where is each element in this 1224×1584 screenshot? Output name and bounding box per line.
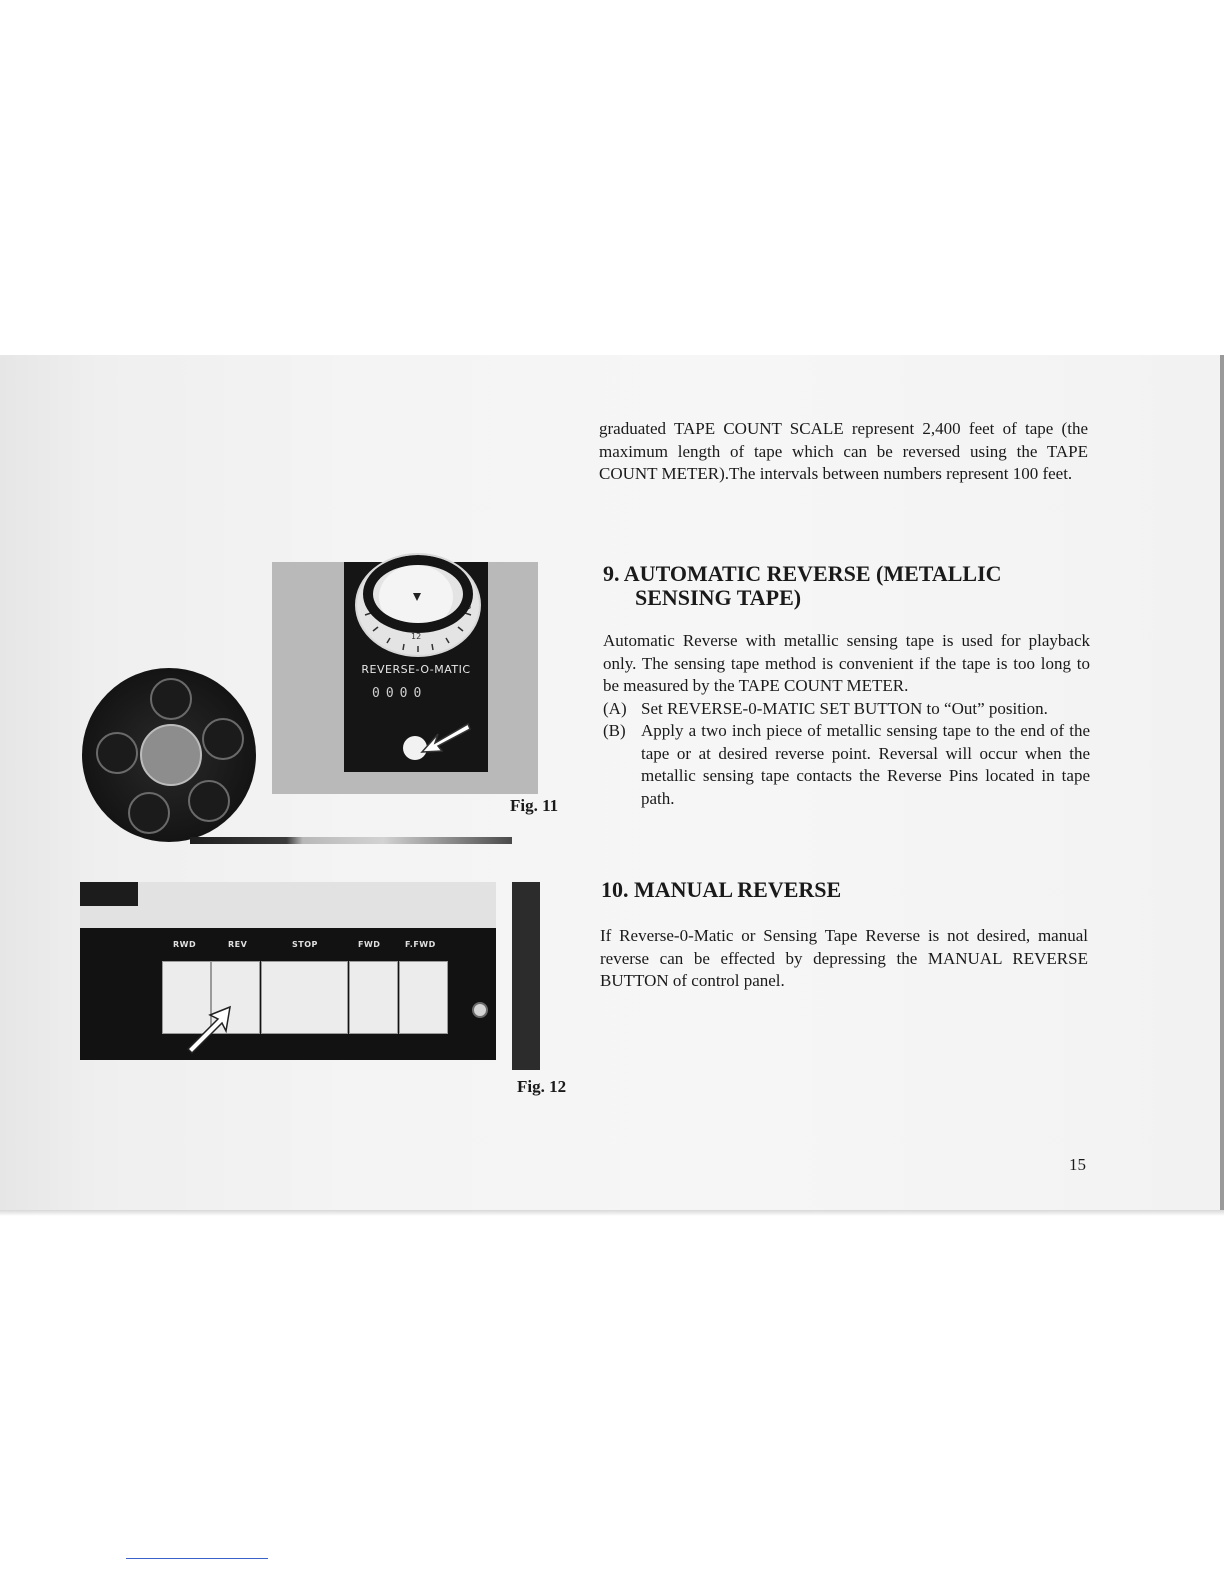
tape-reel xyxy=(82,668,256,842)
dial-number-6: 6 xyxy=(365,592,371,601)
list-item-a xyxy=(603,698,1090,721)
fig12-caption: Fig. 12 xyxy=(517,1077,567,1096)
section-9-number: 9. xyxy=(603,561,620,586)
section-9-intro: Automatic Reverse with metallic sensing tape is used for playback only. The sensing tape method is convenient if the tape is too long to be measured by the TAPE COUNT METER. xyxy=(603,631,1090,695)
section-10-text: If Reverse-0-Matic or Sensing Tape Reverse is not desired, manual reverse can be effected by depressing the MANUAL REVERSE BUTTON of control panel. xyxy=(600,926,1088,990)
fig12-deck-top xyxy=(80,882,496,930)
fig11-arrow-icon xyxy=(420,722,472,756)
fig12-arrow-icon xyxy=(186,1005,236,1055)
page-number: 15 xyxy=(1069,1155,1086,1174)
section-9-body xyxy=(603,630,1090,810)
list-item-b xyxy=(603,720,1090,810)
reel-hole xyxy=(128,792,170,834)
tape-strip xyxy=(190,837,512,844)
intro-text: graduated TAPE COUNT SCALE represent 2,400 feet of tape (the maximum length of tape which can be reversed using the TAPE COUNT METER).The intervals between numbers represent 100 feet. xyxy=(599,419,1088,483)
fig12-deck-corner xyxy=(80,882,138,906)
dial-number-18: 18 xyxy=(461,602,472,611)
fig11-caption: Fig. 11 xyxy=(510,796,559,815)
fig12-side-strip xyxy=(512,882,540,1070)
page-edge-shadow xyxy=(1220,355,1224,1215)
f-fwd-key xyxy=(399,961,448,1034)
section-10-number: 10. xyxy=(601,877,629,902)
section-9-heading xyxy=(603,562,1093,610)
dial-knob-ring xyxy=(363,555,473,633)
reel-hole xyxy=(96,732,138,774)
dial-number-12: 12 xyxy=(411,632,422,641)
label-rwd: RWD xyxy=(173,940,197,949)
intro-paragraph xyxy=(599,418,1088,486)
section-9-title-line1: AUTOMATIC REVERSE (METALLIC xyxy=(623,561,1002,586)
tape-count-dial xyxy=(355,553,481,657)
panel-screw xyxy=(472,1002,488,1018)
footnote-rule xyxy=(126,1558,268,1559)
reverse-o-matic-label: REVERSE-O-MATIC xyxy=(361,663,471,676)
label-fwd: FWD xyxy=(358,940,381,949)
list-item-label: (B) xyxy=(603,721,626,740)
tape-counter: 0000 xyxy=(372,686,428,701)
section-10-body xyxy=(600,925,1088,993)
reel-hole xyxy=(188,780,230,822)
label-rev: REV xyxy=(228,940,248,949)
stop-key xyxy=(261,961,348,1034)
list-item-label: (A) xyxy=(603,698,627,718)
reel-hole xyxy=(202,718,244,760)
label-stop: STOP xyxy=(292,940,318,949)
fwd-key xyxy=(349,961,398,1034)
section-9-title-line2: SENSING TAPE) xyxy=(635,585,802,610)
section-10-title: MANUAL REVERSE xyxy=(634,877,842,902)
reel-hole xyxy=(150,678,192,720)
list-item-text: Set REVERSE-0-MATIC SET BUTTON to “Out” position. xyxy=(641,698,1048,718)
list-item-text: Apply a two inch piece of metallic sensing tape to the end of the tape or at desired reverse point. Reversal will occur when the metallic sensing tape contacts the Reverse Pins located in tape path. xyxy=(641,721,1090,808)
page-bottom-edge xyxy=(0,1210,1224,1216)
reel-hub xyxy=(140,724,202,786)
section-10-heading xyxy=(601,878,1091,902)
label-f-fwd: F.FWD xyxy=(405,940,436,949)
